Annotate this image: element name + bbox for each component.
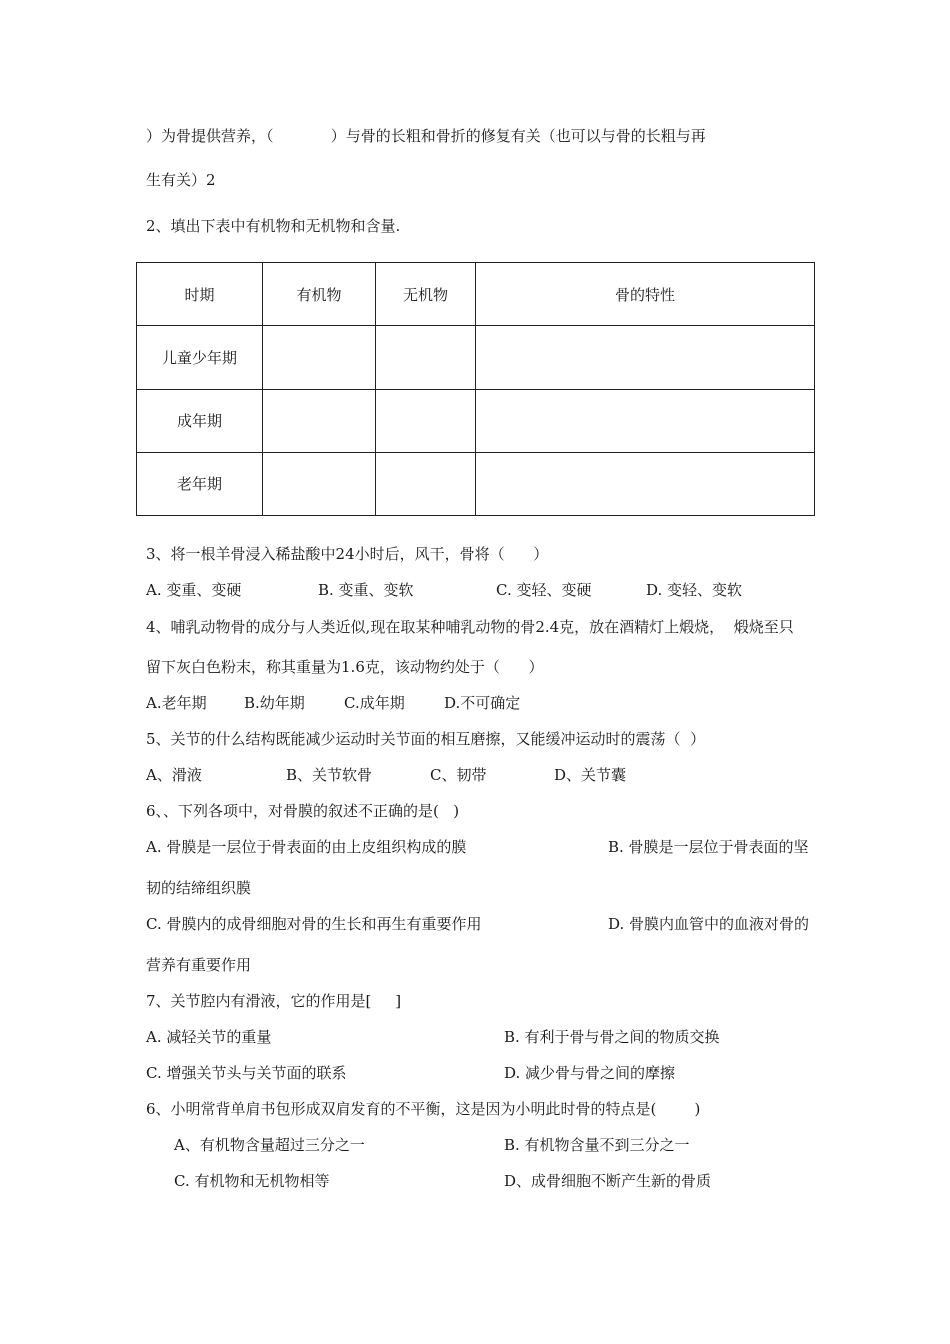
question-6-option-d: D. 骨膜内血管中的血液对骨的	[608, 915, 810, 933]
question-5-stem: 5、关节的什么结构既能减少运动时关节面的相互磨擦，又能缓冲运动时的震荡（ ）	[146, 730, 706, 748]
blank-cell	[263, 326, 376, 389]
question-8-option-d: D、成骨细胞不断产生新的骨质	[504, 1172, 712, 1190]
blank-cell	[263, 389, 376, 452]
header-bone-property: 骨的特性	[476, 263, 815, 326]
question-3-option-b: B. 变重、变软	[318, 581, 414, 599]
question-4-stem-1: 4、哺乳动物骨的成分与人类近似,现在取某种哺乳动物的骨2.4克，放在酒精灯上煅烧， 煅烧至只	[146, 618, 794, 636]
question-8-stem: 6、小明常背单肩书包形成双肩发育的不平衡，这是因为小明此时骨的特点是( )	[146, 1100, 701, 1118]
question-3-option-a: A. 变重、变硬	[146, 581, 242, 599]
question-6-option-c: C. 骨膜内的成骨细胞对骨的生长和再生有重要作用	[146, 915, 482, 933]
blank-cell	[376, 389, 476, 452]
question-8-option-b: B. 有机物含量不到三分之一	[504, 1136, 690, 1154]
header-inorganic: 无机物	[376, 263, 476, 326]
question-4-option-b: B.幼年期	[244, 694, 305, 712]
intro-line-1: ）为骨提供营养，（ ）与骨的长粗和骨折的修复有关（也可以与骨的长粗与再	[146, 127, 706, 145]
table-row	[137, 389, 815, 452]
table-row	[137, 452, 815, 515]
question-8-option-c: C. 有机物和无机物相等	[174, 1172, 330, 1190]
blank-cell	[476, 452, 815, 515]
header-period: 时期	[137, 263, 263, 326]
question-3-option-d: D. 变轻、变软	[646, 581, 743, 599]
question-7-option-d: D. 减少骨与骨之间的摩擦	[504, 1064, 676, 1082]
row-label: 老年期	[137, 452, 263, 515]
table-row	[137, 326, 815, 389]
question-4-option-a: A.老年期	[146, 694, 207, 712]
question-4-option-d: D.不可确定	[444, 694, 521, 712]
question-3-option-c: C. 变轻、变硬	[496, 581, 592, 599]
question-8-option-a: A、有机物含量超过三分之一	[174, 1136, 365, 1154]
question-7-option-a: A. 减轻关节的重量	[146, 1028, 272, 1046]
question-5-option-b: B、关节软骨	[286, 766, 373, 784]
blank-cell	[376, 326, 476, 389]
blank-cell	[476, 389, 815, 452]
row-label: 成年期	[137, 389, 263, 452]
question-3-stem: 3、将一根羊骨浸入稀盐酸中24小时后，风干，骨将（ ）	[146, 545, 549, 563]
blank-cell	[263, 452, 376, 515]
question-7-stem: 7、关节腔内有滑液，它的作用是[ ]	[146, 992, 402, 1010]
question-6-option-a: A. 骨膜是一层位于骨表面的由上皮组织构成的膜	[146, 838, 467, 856]
question-7-option-c: C. 增强关节头与关节面的联系	[146, 1064, 347, 1082]
question-6-option-d-cont: 营养有重要作用	[146, 956, 252, 974]
question-6-stem: 6、、下列各项中，对骨膜的叙述不正确的是( )	[146, 802, 460, 820]
question-5-option-c: C、韧带	[430, 766, 487, 784]
row-label: 儿童少年期	[137, 326, 263, 389]
question-5-option-a: A、滑液	[146, 766, 202, 784]
question-4-option-c: C.成年期	[344, 694, 405, 712]
header-organic: 有机物	[263, 263, 376, 326]
question-5-option-d: D、关节囊	[554, 766, 627, 784]
blank-cell	[376, 452, 476, 515]
question-4-stem-2: 留下灰白色粉末，称其重量为1.6克，该动物约处于（ ）	[146, 658, 544, 676]
table-header-row	[137, 263, 815, 326]
composition-table	[136, 262, 815, 516]
question-6-option-b: B. 骨膜是一层位于骨表面的坚	[608, 838, 809, 856]
intro-line-2: 生有关）2	[146, 171, 216, 189]
question-2-prompt: 2、填出下表中有机物和无机物和含量.	[146, 217, 401, 235]
question-6-option-b-cont: 韧的结缔组织膜	[146, 879, 252, 897]
question-7-option-b: B. 有利于骨与骨之间的物质交换	[504, 1028, 720, 1046]
blank-cell	[476, 326, 815, 389]
